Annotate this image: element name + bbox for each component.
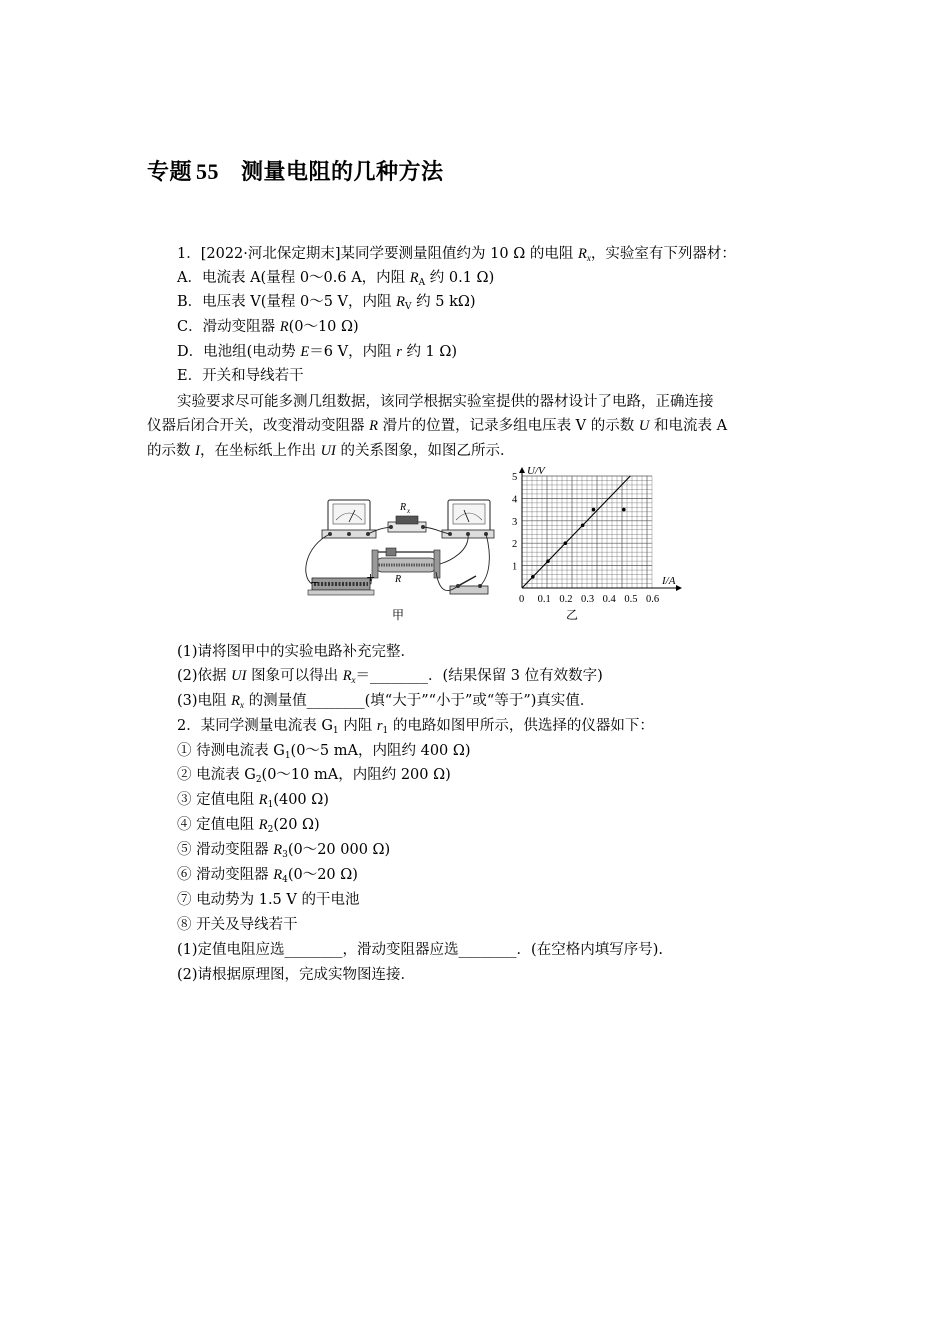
y-tick-label: 1	[512, 561, 518, 573]
q2-item-3: ③ 定值电阻 $R_1(400$ Ω)	[177, 792, 329, 810]
x-tick-label: 0.3	[581, 594, 595, 605]
x-tick-label: 0.1	[537, 594, 551, 605]
q2-intro: 2．某同学测量电流表 $G_1$ 内阻 $r_1$ 的电路如图甲所示，供选择的仪器如下：	[177, 718, 654, 736]
figure	[300, 466, 690, 626]
q2-item-8: ⑧ 开关及导线若干	[177, 917, 298, 933]
q1-sub-1: (1)请将图甲中的实验电路补充完整．	[177, 644, 416, 660]
q1-intro: 1．[2022·河北保定期末]某同学要测量阻值约为 10 Ω 的电阻 $R_x$，实验室有下列器材：	[177, 246, 736, 263]
x-tick-label: 0.2	[559, 594, 573, 605]
q2-sub-1: (1)定值电阻应选________，滑动变阻器应选________．(在空格内填写序号).	[177, 942, 663, 958]
chart-fit-line	[522, 476, 630, 588]
y-tick-label: 4	[512, 494, 518, 506]
q1-sub-2: (2)依据 UI 图象可以得出 $R_x=\_\_\_\_\_\_\_\_$．(结果保留 3 位有效数字)	[177, 668, 603, 685]
resistor-rx	[388, 502, 426, 532]
switch	[450, 576, 488, 594]
q2-item-7: ⑦ 电动势为 1.5 V 的干电池	[177, 892, 360, 908]
chart-grid	[522, 476, 652, 588]
y-axis-label: U/V	[527, 466, 545, 477]
q1-option-d: D．电池组(电动势 E＝6 V，内阻 r 约 1 Ω)	[177, 344, 458, 360]
x-tick-label: 0.5	[624, 594, 638, 605]
q2-item-2: ② 电流表 $G_2(0\sim 10$ mA，内阻约 200 Ω)	[177, 767, 451, 785]
q1-paragraph-3: 的示数 I，在坐标纸上作出 UI 的关系图象，如图乙所示．	[147, 443, 515, 459]
rheostat-label: R	[395, 574, 402, 585]
x-tick-label: 0.4	[602, 594, 616, 605]
q1-paragraph-2: 仪器后闭合开关，改变滑动变阻器 R 滑片的位置，记录多组电压表 V 的示数 U 和电流表 A	[147, 418, 728, 434]
q1-sub-3: (3)电阻 $R_x$ 的测量值________(填“大于”“小于”或“等于”)真实值．	[177, 693, 595, 710]
fit-line	[522, 476, 630, 588]
figure-right-caption: 乙	[566, 608, 579, 622]
battery-pack	[308, 571, 375, 595]
ammeter	[322, 500, 376, 538]
q2-sub-2: (2)请根据原理图，完成实物图连接．	[177, 967, 416, 983]
x-axis-label: I/A	[662, 575, 676, 587]
figure-left-caption: 甲	[392, 608, 405, 622]
q1-option-e: E．开关和导线若干	[177, 368, 304, 384]
y-tick-label: 5	[512, 472, 518, 483]
data-point	[622, 508, 626, 512]
q2-item-6: ⑥ 滑动变阻器 $R_4(0\sim 20$ Ω)	[177, 867, 358, 885]
rheostat	[372, 548, 440, 585]
battery-minus: −	[310, 576, 320, 589]
x-axis-arrow	[676, 585, 682, 591]
x-tick-label: 0.6	[646, 594, 660, 605]
q1-option-b: B．电压表 V(量程 0～5 V，内阻 $R_V$ 约 5 kΩ)	[177, 294, 476, 312]
data-point	[546, 559, 550, 563]
q2-item-5: ⑤ 滑动变阻器 $R_3(0\sim 20$ 000 Ω)	[177, 842, 391, 860]
voltmeter	[442, 500, 494, 538]
q1-option-c: C．滑动变阻器 R(0～10 Ω)	[177, 319, 359, 335]
page-title: 专题 55 测量电阻的几种方法	[147, 159, 444, 185]
data-point	[581, 523, 585, 527]
ui-chart	[496, 466, 691, 626]
rx-label: R	[400, 502, 407, 513]
battery-plus: +	[366, 571, 376, 584]
data-point	[564, 541, 568, 545]
y-tick-label: 3	[512, 516, 518, 528]
q2-item-1: ① 待测电流表 $G_1(0\sim 5$ mA，内阻约 400 Ω)	[177, 743, 471, 761]
q2-item-4: ④ 定值电阻 $R_2(20$ Ω)	[177, 817, 320, 835]
data-point	[592, 508, 596, 512]
rx-sub: x	[407, 507, 411, 515]
chart-axes	[519, 466, 682, 591]
y-tick-label: 2	[512, 539, 518, 551]
circuit-apparatus	[300, 466, 495, 626]
x-tick-label: 0	[519, 594, 525, 605]
q1-option-a: A．电流表 A(量程 0～0.6 A，内阻 $R_A$ 约 0.1 Ω)	[177, 270, 495, 288]
data-point	[531, 575, 535, 579]
q1-paragraph-1: 实验要求尽可能多测几组数据，该同学根据实验室提供的器材设计了电路，正确连接	[177, 394, 714, 410]
y-axis-arrow	[519, 467, 525, 473]
